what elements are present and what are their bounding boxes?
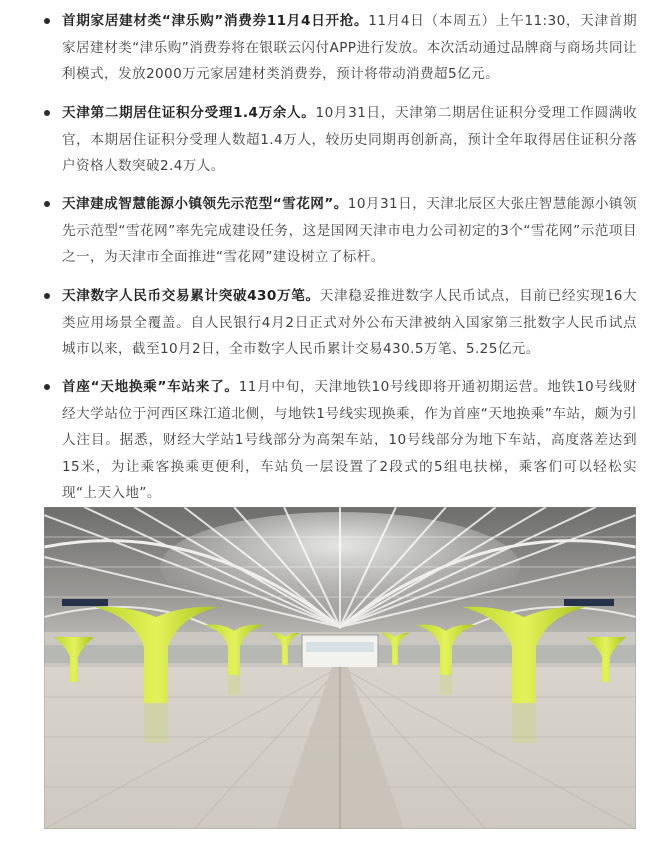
news-body: 天津稳妥推进数字人民币试点，目前已经实现16大类应用场景全覆盖。自人民银行4月2日正式对外公布天津被纳入国家第三批数字人民币试点城市以来，截至10月2日，全市数字人民币累计交易430.5万笔、5.25亿元。	[62, 288, 637, 357]
news-item	[0, 191, 671, 271]
news-body: 11月中旬，天津地铁10号线即将开通初期运营。地铁10号线财经大学站位于河西区珠江道北侧，与地铁1号线实现换乘，作为首座“天地换乘”车站，颇为引人注目。据悉，财经大学站1号线部分为高架车站，10号线部分为地下车站，高度落差达到15米，为让乘客换乘更便利，车站负一层设置了2段式的5组电扶梯，乘客们可以轻松实现“上天入地”。	[62, 379, 637, 501]
bullet-dot-icon	[44, 18, 50, 24]
news-body: 10月31日，天津第二期居住证积分受理工作圆满收官，本期居住证积分受理人数超1.4万人，较历史同期再创新高，预计全年取得居住证积分落户资格人数突破2.4万人。	[62, 105, 637, 174]
news-headline: 天津数字人民币交易累计突破430万笔。	[62, 288, 320, 304]
bullet-dot-icon	[44, 110, 50, 116]
news-item	[0, 374, 671, 507]
news-item	[0, 283, 671, 363]
news-item	[0, 100, 671, 180]
bullet-dot-icon	[44, 201, 50, 207]
bullet-dot-icon	[44, 293, 50, 299]
news-headline: 天津建成智慧能源小镇领先示范型“雪花网”。	[62, 196, 348, 212]
bullet-dot-icon	[44, 384, 50, 390]
news-item	[0, 8, 671, 88]
subway-station-photo	[44, 507, 636, 829]
news-body: 11月4日（本周五）上午11:30，天津首期家居建材类“津乐购”消费券将在银联云闪付APP进行发放。本次活动通过品牌商与商场共同让利模式，发放2000万元家居建材类消费券，预计将带动消费超5亿元。	[62, 13, 637, 82]
news-headline: 首座“天地换乘”车站来了。	[62, 379, 239, 395]
news-body: 10月31日，天津北辰区大张庄智慧能源小镇领先示范型“雪花网”率先完成建设任务，这是国网天津市电力公司初定的3个“雪花网”示范项目之一，为天津市全面推进“雪花网”建设树立了标杆。	[62, 196, 637, 265]
news-headline: 首期家居建材类“津乐购”消费券11月4日开抢。	[62, 13, 369, 29]
news-headline: 天津第二期居住证积分受理1.4万余人。	[62, 105, 316, 121]
